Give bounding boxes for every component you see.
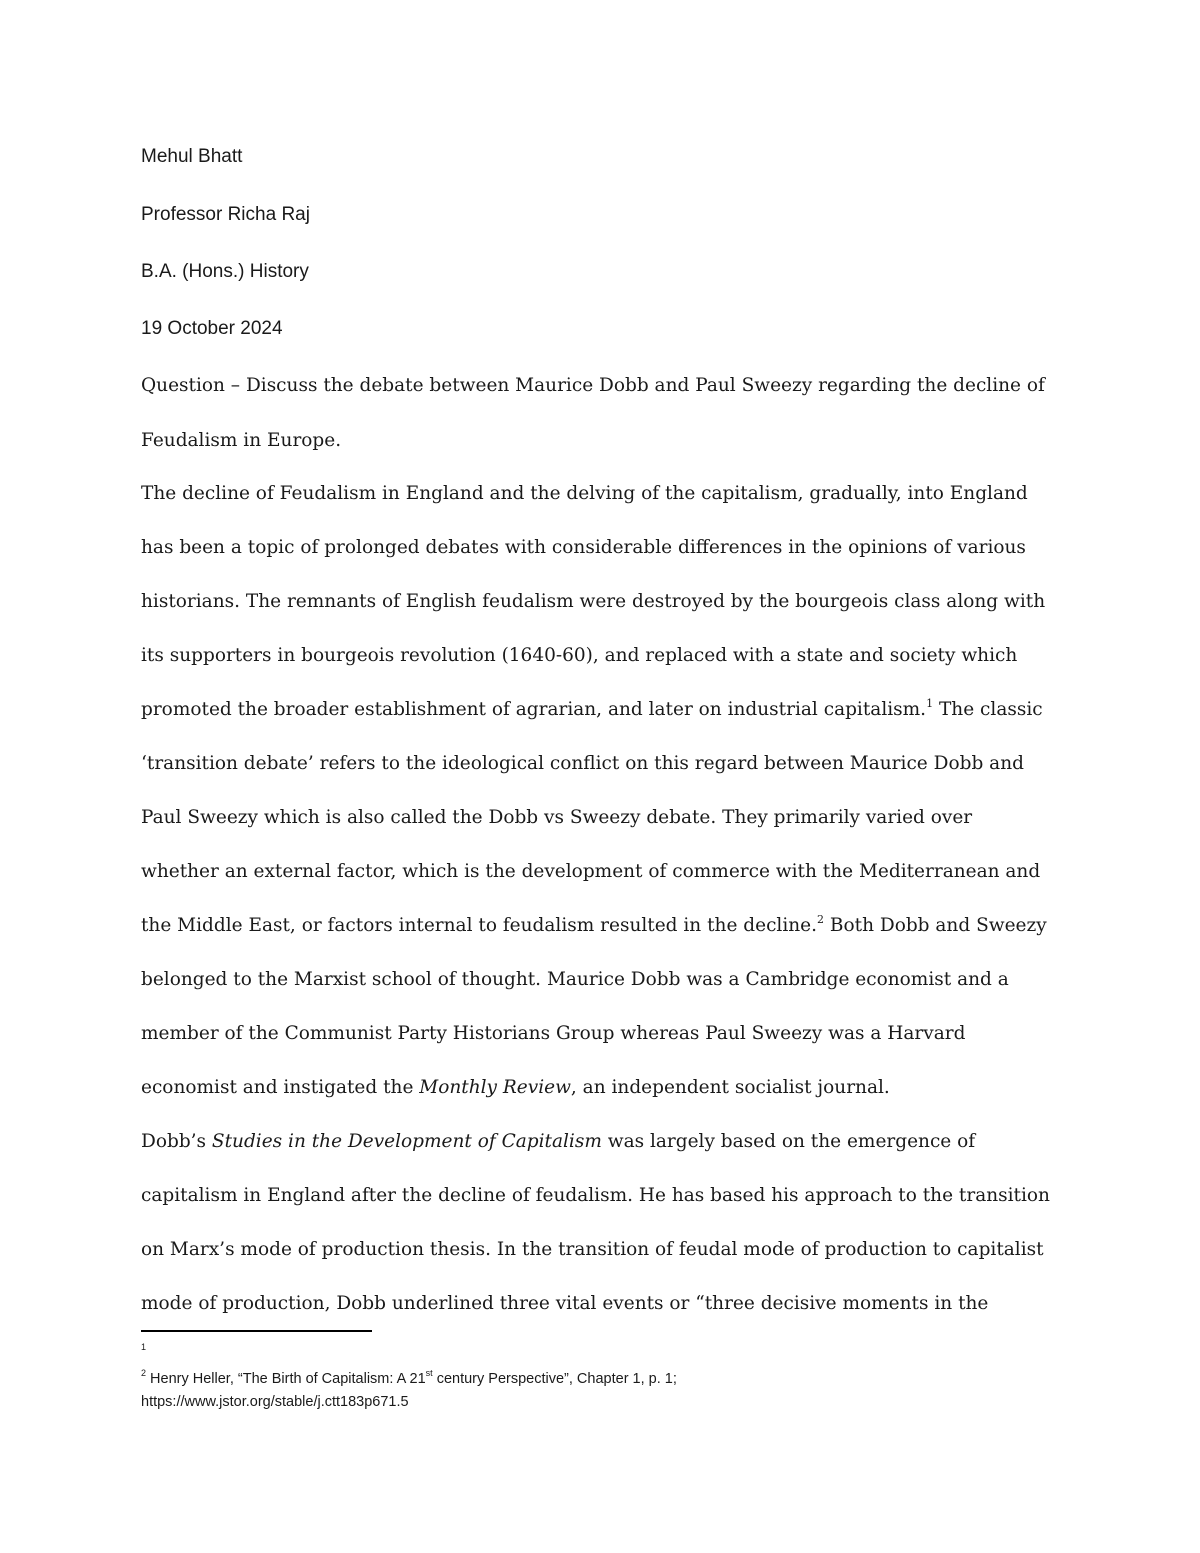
body-line: capitalism in England after the decline of feudalism. He has based his approach to the transition	[141, 1185, 1050, 1206]
journal-title: Monthly Review	[419, 1077, 571, 1098]
body-line: whether an external factor, which is the development of commerce with the Mediterranean and	[141, 861, 1041, 882]
body-line: The decline of Feudalism in England and the delving of the capitalism, gradually, into England	[141, 483, 1028, 504]
course-name: B.A. (Hons.) History	[141, 261, 309, 282]
body-line: ‘transition debate’ refers to the ideological conflict on this regard between Maurice Dobb and	[141, 753, 1024, 774]
ordinal-suffix: st	[425, 1368, 433, 1379]
body-line	[141, 1076, 890, 1100]
body-line: has been a topic of prolonged debates with considerable differences in the opinions of various	[141, 537, 1026, 558]
question-line: Question – Discuss the debate between Maurice Dobb and Paul Sweezy regarding the decline of	[141, 375, 1045, 396]
footnote-ref-2[interactable]: 2	[817, 912, 825, 926]
footnote-ref-1[interactable]: 1	[926, 696, 934, 710]
body-text: economist and instigated the	[141, 1077, 420, 1098]
body-text: Both Dobb and Sweezy	[824, 915, 1047, 936]
body-line	[141, 914, 1047, 938]
book-title: Studies in the Development of Capitalism	[211, 1131, 602, 1152]
footnote-text: Henry Heller, “The Birth of Capitalism: A 21	[146, 1371, 426, 1387]
question-line: Feudalism in Europe.	[141, 430, 342, 451]
body-line	[141, 698, 1043, 722]
professor-name: Professor Richa Raj	[141, 204, 310, 225]
body-text: the Middle East, or factors internal to feudalism resulted in the decline.	[141, 915, 818, 936]
body-line: mode of production, Dobb underlined three vital events or “three decisive moments in the	[141, 1293, 989, 1314]
footnote-1	[141, 1344, 146, 1362]
submission-date: 19 October 2024	[141, 318, 283, 339]
body-line: belonged to the Marxist school of thought. Maurice Dobb was a Cambridge economist and a	[141, 969, 1009, 990]
body-text: promoted the broader establishment of agrarian, and later on industrial capitalism.	[141, 699, 927, 720]
body-text: Dobb’s	[141, 1131, 212, 1152]
body-line: Paul Sweezy which is also called the Dobb vs Sweezy debate. They primarily varied over	[141, 807, 973, 828]
footnote-2	[141, 1370, 677, 1388]
body-text: The classic	[933, 699, 1043, 720]
footnote-text: century Perspective”, Chapter 1, p. 1;	[432, 1371, 677, 1387]
author-name: Mehul Bhatt	[141, 146, 243, 167]
body-line: member of the Communist Party Historians Group whereas Paul Sweezy was a Harvard	[141, 1023, 966, 1044]
body-text: , an independent socialist journal.	[570, 1077, 890, 1098]
body-line: historians. The remnants of English feudalism were destroyed by the bourgeois class along with	[141, 591, 1046, 612]
body-line: its supporters in bourgeois revolution (1640-60), and replaced with a state and society which	[141, 645, 1018, 666]
footnote-url[interactable]: https://www.jstor.org/stable/j.ctt183p671.5	[141, 1394, 409, 1410]
footnote-mark: 1	[141, 1342, 147, 1353]
footnote-separator	[141, 1330, 372, 1332]
footnote-mark: 2	[141, 1368, 147, 1379]
body-line	[141, 1130, 975, 1154]
body-line: on Marx’s mode of production thesis. In the transition of feudal mode of production to capitalist	[141, 1239, 1044, 1260]
body-text: was largely based on the emergence of	[601, 1131, 976, 1152]
